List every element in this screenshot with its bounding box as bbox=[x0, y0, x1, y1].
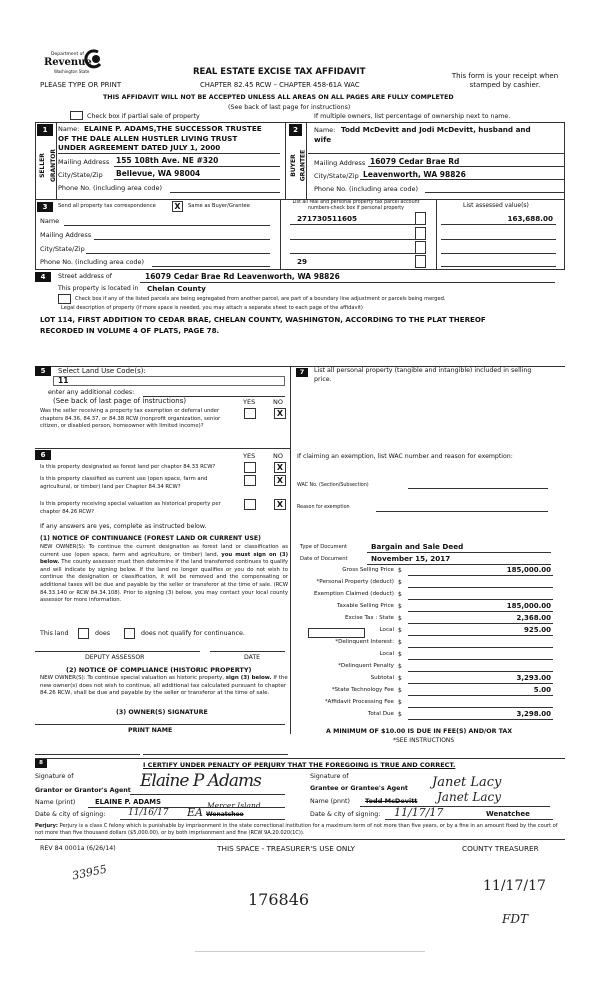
document-type-label: Type of Document bbox=[300, 544, 348, 550]
form-number: REV 84 0001a (6/26/14) bbox=[40, 845, 116, 852]
if-yes-instructions: If any answers are yes, complete as instructed below. bbox=[40, 523, 207, 530]
fin-row-currency: $ bbox=[398, 675, 402, 682]
fin-row-line bbox=[408, 587, 553, 588]
perjury-text: Perjury is a class C felony which is punishable by imprisonment in the state correctional institution for a maximum term of not more than five years, or by a fine in an amount fixed by the court of not more than five thousand dollars ($5,000.00), or by both imprisonment and fine (RCW 9A.20.020(1C)). bbox=[35, 823, 558, 836]
deputy-assessor-label: DEPUTY ASSESSOR bbox=[85, 654, 145, 661]
notice1-text-b: The county assessor must then determine if the land transferred continues to qualify and will indicate by signing below. If the land no longer qualifies or you do not wish to continue the designation or classification, it will be removed and the compensating or additional taxes will be due and payable by the seller or transferor at the time of sale. (RCW 84.33.140 or RCW 84.34.108). Prior to signing (3) below, you may contact your local county assessor for more information. bbox=[40, 559, 288, 604]
fin-row-value: 185,000.00 bbox=[506, 566, 551, 574]
owner-signature-label: (3) OWNER(S) SIGNATURE bbox=[116, 709, 208, 716]
fin-row-currency: $ bbox=[398, 687, 402, 694]
county-value: Chelan County bbox=[147, 284, 206, 293]
notice-compliance-title: (2) NOTICE OF COMPLIANCE (HISTORIC PROPERTY) bbox=[66, 666, 252, 674]
buyer-name-line2: wife bbox=[314, 135, 332, 144]
legal-description-label: Legal description of property (if more space is needed, you may attach a separate sheet to each page of the affidavit) bbox=[61, 305, 363, 311]
assessed-header: List assessed value(s) bbox=[463, 202, 529, 209]
notice-compliance-text bbox=[40, 675, 288, 698]
buyer-label: BUYER bbox=[289, 154, 297, 177]
fin-row-line bbox=[408, 575, 553, 576]
treasurer-use-only: THIS SPACE - TREASURER'S USE ONLY bbox=[217, 844, 355, 853]
notice1-text-bold: you must sign on (3) below. bbox=[40, 551, 289, 566]
seller-name-line3: UNDER AGREEMENT DATED JULY 1, 2000 bbox=[58, 143, 221, 152]
handwritten-date: 11/17/17 bbox=[483, 878, 546, 894]
logo-name: Revenue bbox=[44, 57, 92, 68]
revenue-logo-mark-icon bbox=[84, 49, 104, 69]
grantor-date: 11/16/17 bbox=[128, 808, 169, 818]
please-type-or-print: PLEASE TYPE OR PRINT bbox=[40, 81, 122, 89]
buyer-grantee-label bbox=[286, 150, 306, 184]
fin-row-currency: $ bbox=[398, 651, 402, 658]
grantee-name-print-label: Name (pnnt) bbox=[310, 798, 350, 805]
fin-row-label: Local bbox=[379, 627, 394, 633]
fin-row-line bbox=[408, 623, 553, 624]
same-as-buyer-label: Same as Buyer/Grantee bbox=[188, 203, 250, 209]
fin-row-label: *Affidavit Processing Fee bbox=[324, 699, 394, 705]
section-7-number: 7 bbox=[296, 368, 308, 377]
s3-phone-label: Phone No. (including area code) bbox=[40, 258, 145, 266]
grantor-signature: Elaine P Adams bbox=[140, 771, 261, 791]
q3-yes-checkbox[interactable] bbox=[244, 499, 256, 510]
historical-question: Is this property receiving special valuation as historical property per chapter 84.26 RCW? bbox=[40, 501, 221, 515]
fin-row-line bbox=[408, 671, 553, 672]
grantor-city-struck: Wenatchee bbox=[206, 811, 244, 818]
section-6-number: 6 bbox=[35, 450, 51, 460]
section-2-number: 2 bbox=[289, 124, 302, 136]
assessed-value-1: 163,688.00 bbox=[507, 214, 553, 223]
excise-local-code-input[interactable] bbox=[308, 628, 365, 638]
wac-label: WAC No. (Section/Subsection) bbox=[297, 483, 369, 488]
grantor-name-print: ELAINE P. ADAMS bbox=[95, 798, 161, 806]
fin-row-currency: $ bbox=[398, 711, 402, 718]
parcel-number-3: 29 bbox=[297, 257, 308, 266]
section-3-number: 3 bbox=[37, 202, 53, 212]
fin-row-label: Local bbox=[379, 651, 394, 657]
print-name-label: PRINT NAME bbox=[128, 727, 173, 734]
q3-no-checkbox[interactable]: X bbox=[274, 499, 286, 510]
grantor-date-city-label: Date & city of signing: bbox=[35, 811, 106, 818]
q2-yes-checkbox[interactable] bbox=[244, 475, 256, 486]
forest-land-question: Is this property designated as forest land per chapter 84.33 RCW? bbox=[40, 464, 216, 470]
seller-name-line2: OF THE DALE ALLEN HUSTLER LIVING TRUST bbox=[58, 134, 238, 143]
section-1-number: 1 bbox=[37, 124, 53, 136]
notice2-text-bold: sign (3) below. bbox=[225, 675, 272, 681]
s3-mailing-label: Mailing Address bbox=[40, 231, 92, 239]
buyer-city-label: City/State/Zip bbox=[314, 172, 359, 180]
see-back-instructions: (See back of last page of instructions) bbox=[53, 397, 187, 405]
fin-row-label: *Delinquent Interest: bbox=[335, 639, 394, 645]
section-5-number: 5 bbox=[35, 366, 51, 376]
fin-row-value: 5.00 bbox=[533, 686, 551, 694]
additional-codes-label: enter any additional codes: bbox=[48, 389, 135, 396]
fin-row-value: 2,368.00 bbox=[516, 614, 551, 622]
segregated-checkbox[interactable] bbox=[58, 294, 71, 304]
section-8-number: 8 bbox=[35, 759, 47, 768]
fin-row-line bbox=[408, 719, 553, 720]
located-in-label: This property is located in bbox=[58, 285, 139, 292]
s3-city-label: City/State/Zip bbox=[40, 245, 85, 253]
s5-no-checkbox[interactable]: X bbox=[274, 408, 286, 419]
fin-row-label: Subtotal bbox=[370, 675, 394, 681]
handwritten-number-1: 33955 bbox=[71, 862, 108, 883]
notice-continuance-title: (1) NOTICE OF CONTINUANCE (FOREST LAND OR CURRENT USE) bbox=[40, 535, 261, 542]
certify-statement: I CERTIFY UNDER PENALTY OF PERJURY THAT THE FOREGOING IS TRUE AND CORRECT. bbox=[143, 761, 456, 769]
grantor-name-print-label: Name (print) bbox=[35, 799, 76, 806]
form-chapter: CHAPTER 82.45 RCW – CHAPTER 458-61A WAC bbox=[200, 81, 360, 89]
land-use-label: Select Land Use Code(s): bbox=[58, 367, 146, 375]
reason-label: Reason for exemption bbox=[297, 505, 350, 510]
see-instructions-note: *SEE INSTRUCTIONS bbox=[393, 737, 455, 744]
seller-grantor-label bbox=[36, 150, 56, 184]
receipt-note: This form is your receipt when stamped by cashier. bbox=[451, 72, 559, 89]
street-address-label: Street address of bbox=[58, 273, 112, 280]
fin-row-label: Taxable Selling Price bbox=[336, 603, 394, 609]
document-type-value: Bargain and Sale Deed bbox=[371, 542, 464, 551]
q2-no-checkbox[interactable]: X bbox=[274, 475, 286, 486]
grantee-agent-label: Grantee or Grantee's Agent bbox=[310, 785, 408, 792]
minimum-due-note: A MINIMUM OF $10.00 IS DUE IN FEE(S) AND/OR TAX bbox=[326, 728, 513, 735]
perjury-label: Perjury: bbox=[35, 823, 58, 829]
exemption-label: If claiming an exemption, list WAC number and reason for exemption: bbox=[297, 453, 513, 460]
fin-row-line bbox=[408, 611, 553, 612]
exemption-question: Was the seller receiving a property tax exemption or deferral under chapters 84.36, 84.37, or 84.38 RCW (nonprofit organization, senior citizen, or disabled person, homeowner with limited income)? bbox=[40, 408, 221, 429]
fin-row-label: Excise Tax : State bbox=[345, 615, 394, 621]
form-title: REAL ESTATE EXCISE TAX AFFIDAVIT bbox=[193, 67, 366, 77]
does-label: does bbox=[95, 630, 111, 637]
personal-property-label: List all personal property (tangible and intangible) included in selling price. bbox=[314, 367, 532, 383]
segregated-label: Check box if any of the listed parcels are being segregated from another parcel, are part of a boundary line adjustment or parcels being merged. bbox=[75, 296, 446, 302]
parcel-3-personal-checkbox[interactable] bbox=[415, 241, 426, 254]
grantee-signature: Janet Lacy bbox=[432, 775, 502, 790]
fin-row-value: 185,000.00 bbox=[506, 602, 551, 610]
fin-row-line bbox=[408, 647, 553, 648]
grantor-signature-of: Signature of bbox=[35, 773, 74, 780]
fin-row-line bbox=[408, 707, 553, 708]
q1-no-checkbox[interactable]: X bbox=[274, 462, 286, 473]
notice2-text-b: If the new owner(s) does not wish to continue, all additional tax calculated pursuant to chapter 84.26 RCW, shall be due and payable by the seller or transferor at the time of sale. bbox=[40, 675, 288, 697]
s6-yes-header: YES bbox=[243, 452, 256, 460]
document-date-value: November 15, 2017 bbox=[371, 554, 451, 563]
fin-row-label: *Delinquent Penalty bbox=[338, 663, 394, 669]
street-address-value: 16079 Cedar Brae Rd Leavenworth, WA 98826 bbox=[145, 272, 340, 281]
fin-row-value: 3,298.00 bbox=[516, 710, 551, 718]
form-warning: THIS AFFIDAVIT WILL NOT BE ACCEPTED UNLESS ALL AREAS ON ALL PAGES ARE FULLY COMPLETED bbox=[103, 94, 454, 101]
grantee-label: GRANTEE bbox=[299, 149, 307, 182]
notice1-text-a: NEW OWNER(S): To continue the current designation as forest land or classification as current use (open space, farm and agriculture, or timber) land, bbox=[40, 544, 288, 558]
fin-row-label: *State Technology Fee bbox=[331, 687, 394, 693]
seller-mailing-value: 155 108th Ave. NE #320 bbox=[116, 156, 219, 165]
grantee-city: Wenatchee bbox=[486, 810, 530, 818]
does-checkbox[interactable] bbox=[78, 628, 89, 639]
legal-description-line1: LOT 114, FIRST ADDITION TO CEDAR BRAE, CHELAN COUNTY, WASHINGTON, ACCORDING TO THE PLAT THEREOF bbox=[40, 315, 486, 324]
perjury-statement bbox=[35, 823, 560, 837]
county-treasurer-label: COUNTY TREASURER bbox=[462, 844, 539, 853]
fin-row-value: 3,293.00 bbox=[516, 674, 551, 682]
grantee-name-handwritten: Janet Lacy bbox=[437, 790, 502, 804]
seller-label: SELLER bbox=[38, 153, 46, 178]
fin-row-currency: $ bbox=[398, 663, 402, 670]
parcel-1-personal-checkbox[interactable] bbox=[415, 212, 426, 225]
fin-row-currency: $ bbox=[398, 603, 402, 610]
grantor-label: GRANTOR bbox=[50, 148, 58, 183]
seller-name-line1: ELAINE P. ADAMS,THE SUCCESSOR TRUSTEE bbox=[84, 124, 262, 133]
seller-mailing-label: Mailing Address bbox=[58, 158, 110, 166]
grantee-date-city-label: Date & city of signing: bbox=[310, 811, 381, 818]
this-land-label: This land bbox=[40, 630, 69, 637]
handwritten-initials: FDT bbox=[502, 912, 528, 926]
buyer-mailing-value: 16079 Cedar Brae Rd bbox=[370, 157, 460, 166]
fin-row-label: *Personal Property (deduct) bbox=[316, 579, 394, 585]
s5-no-header: NO bbox=[273, 398, 283, 406]
grantee-signature-of: Signature of bbox=[310, 773, 349, 780]
partial-sale-checkbox[interactable] bbox=[70, 111, 83, 120]
buyer-name-label: Name: bbox=[314, 126, 336, 134]
seller-phone-label: Phone No. (including area code) bbox=[58, 184, 163, 192]
buyer-name-line1: Todd McDevitt and Jodi McDevitt, husband and bbox=[341, 125, 531, 134]
section-4-number: 4 bbox=[35, 272, 51, 282]
buyer-mailing-label: Mailing Address bbox=[314, 159, 366, 167]
fin-row-currency: $ bbox=[398, 615, 402, 622]
seller-city-value: Bellevue, WA 98004 bbox=[116, 169, 201, 178]
fin-row-label: Total Due bbox=[367, 711, 394, 717]
q1-yes-checkbox[interactable] bbox=[244, 462, 256, 473]
fin-row-line bbox=[408, 695, 553, 696]
parcel-number-1: 271730511605 bbox=[297, 214, 358, 223]
fin-row-line bbox=[408, 635, 553, 636]
does-not-label: does not qualify for continuance. bbox=[141, 630, 245, 637]
buyer-phone-label: Phone No. (including area code) bbox=[314, 185, 419, 193]
logo-dept: Department of bbox=[51, 52, 84, 57]
fin-row-currency: $ bbox=[398, 579, 402, 586]
s6-no-header: NO bbox=[273, 452, 283, 460]
s5-yes-checkbox[interactable] bbox=[244, 408, 256, 419]
land-use-value: 11 bbox=[58, 376, 69, 385]
logo-state: Washington State bbox=[54, 69, 90, 74]
document-date-label: Date of Document bbox=[300, 556, 348, 562]
revenue-logo bbox=[44, 52, 114, 76]
parcel-4-personal-checkbox[interactable] bbox=[415, 255, 426, 268]
send-correspondence-label: Send all property tax correspondence bbox=[58, 203, 156, 209]
land-use-input[interactable] bbox=[53, 376, 285, 386]
fin-row-currency: $ bbox=[398, 567, 402, 574]
buyer-city-value: Leavenworth, WA 98826 bbox=[363, 170, 466, 179]
does-not-checkbox[interactable] bbox=[124, 628, 135, 639]
fin-row-line bbox=[408, 599, 553, 600]
s3-name-label: Name bbox=[40, 217, 60, 225]
fin-row-line bbox=[408, 659, 553, 660]
fin-row-currency: $ bbox=[398, 639, 402, 646]
current-use-question: Is this property classified as current use (open space, farm and agricultural, or timber) land per Chapter 84.34 RCW? bbox=[40, 476, 208, 490]
grantee-name-print: Todd McDevitt bbox=[365, 797, 418, 805]
fin-row-label: Gross Selling Price bbox=[342, 567, 394, 573]
partial-sale-label: Check box if partial sale of property bbox=[87, 113, 200, 120]
parcel-header: List all real and personal property tax parcel account numbers-check box if personal property bbox=[292, 200, 420, 211]
s5-yes-header: YES bbox=[243, 398, 256, 406]
parcel-2-personal-checkbox[interactable] bbox=[415, 227, 426, 240]
fin-row-line bbox=[408, 683, 553, 684]
same-as-buyer-checkbox[interactable]: X bbox=[172, 201, 183, 212]
date-label: DATE bbox=[244, 654, 261, 661]
see-back-note: (See back of last page for instructions) bbox=[228, 104, 351, 111]
handwritten-number-2: 176846 bbox=[248, 890, 310, 909]
grantor-agent-label: Grantor or Grantor's Agent bbox=[35, 787, 131, 794]
seller-city-label: City/State/Zip bbox=[58, 171, 103, 179]
fin-row-currency: $ bbox=[398, 699, 402, 706]
grantor-city-handwritten: Mercer Island bbox=[207, 801, 261, 810]
notice2-text-a: NEW OWNER(S): To continue special valuation as historic property, bbox=[40, 675, 225, 681]
multiple-owners-note: If multiple owners, list percentage of ownership next to name. bbox=[314, 113, 511, 120]
grantor-initials: EA bbox=[187, 806, 203, 819]
seller-name-label: Name: bbox=[58, 125, 80, 133]
grantee-date: 11/17/17 bbox=[394, 806, 444, 819]
notice-continuance-text bbox=[40, 544, 288, 605]
legal-description-line2: RECORDED IN VOLUME 4 OF PLATS, PAGE 78. bbox=[40, 326, 220, 335]
fin-row-label: Exemption Claimed (deduct) bbox=[314, 591, 394, 597]
fin-row-currency: $ bbox=[398, 591, 402, 598]
fin-row-value: 925.00 bbox=[523, 626, 551, 634]
fin-row-currency: $ bbox=[398, 627, 402, 634]
